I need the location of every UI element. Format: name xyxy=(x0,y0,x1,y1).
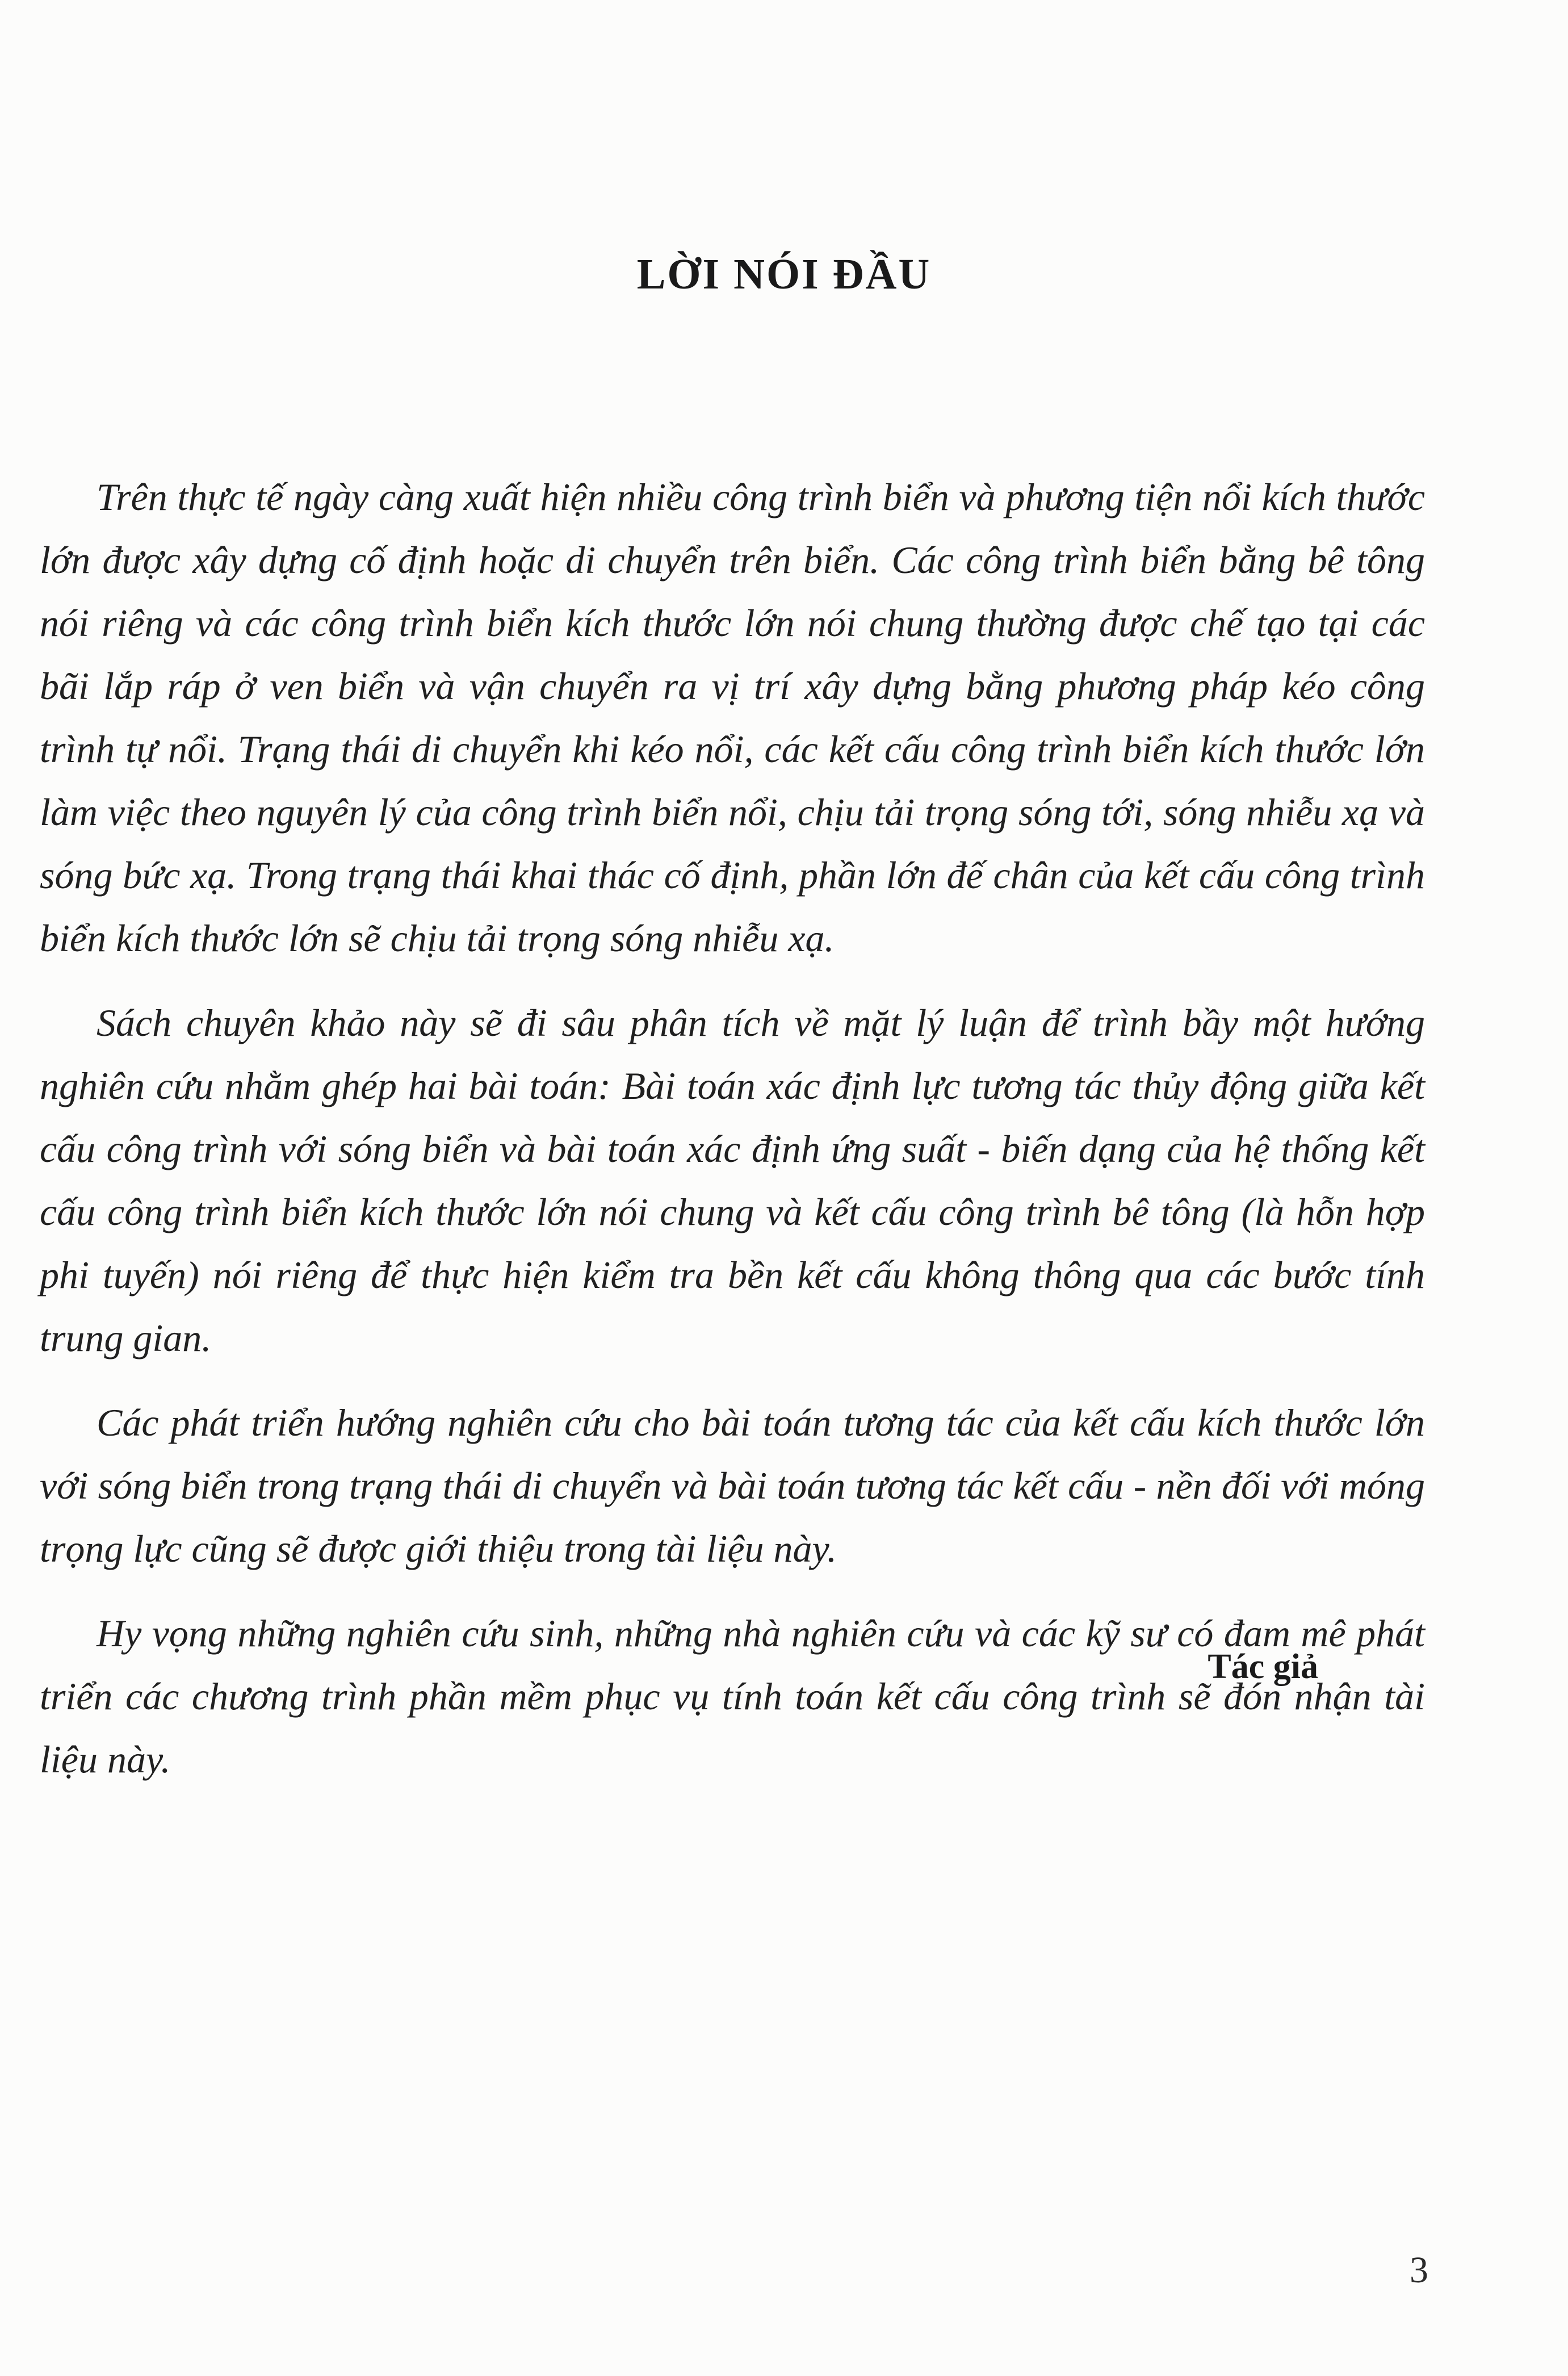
paragraph-1: Trên thực tế ngày càng xuất hiện nhiều công trình biển và phương tiện nổi kích thước lớn được xây dựng cố định hoặc di chuyển trên biển. Các công trình biển bằng bê tông nói riêng và các công trình biển kích thước lớn nói chung thường được chế tạo tại các bãi lắp ráp ở ven biển và vận chuyển ra vị trí xây dựng bằng phương pháp kéo công trình tự nổi. Trạng thái di chuyển khi kéo nổi, các kết cấu công trình biển kích thước lớn làm việc theo nguyên lý của công trình biển nổi, chịu tải trọng sóng tới, sóng nhiễu xạ và sóng bức xạ. Trong trạng thái khai thác cố định, phần lớn đế chân của kết cấu công trình biển kích thước lớn sẽ chịu tải trọng sóng nhiễu xạ. xyxy=(40,475,1425,960)
paragraph-3: Các phát triển hướng nghiên cứu cho bài toán tương tác của kết cấu kích thước lớn với sóng biển trong trạng thái di chuyển và bài toán tương tác kết cấu - nền đối với móng trọng lực cũng sẽ được giới thiệu trong tài liệu này. xyxy=(40,1401,1425,1570)
preface-body xyxy=(40,466,1425,1813)
page-title: LỜI NÓI ĐẦU xyxy=(636,250,932,298)
author-signature: Tác giả xyxy=(1208,1647,1318,1686)
paragraph-4: Hy vọng những nghiên cứu sinh, những nhà nghiên cứu và các kỹ sư có đam mê phát triển các chương trình phần mềm phục vụ tính toán kết cấu công trình sẽ đón nhận tài liệu này. xyxy=(40,1612,1425,1781)
page-number: 3 xyxy=(1410,2249,1428,2291)
paragraph-2: Sách chuyên khảo này sẽ đi sâu phân tích về mặt lý luận để trình bầy một hướng nghiên cứu nhằm ghép hai bài toán: Bài toán xác định lực tương tác thủy động giữa kết cấu công trình với sóng biển và bài toán xác định ứng suất - biến dạng của hệ thống kết cấu công trình biển kích thước lớn nói chung và kết cấu công trình bê tông (là hỗn hợp phi tuyến) nói riêng để thực hiện kiểm tra bền kết cấu không thông qua các bước tính trung gian. xyxy=(40,1001,1425,1359)
